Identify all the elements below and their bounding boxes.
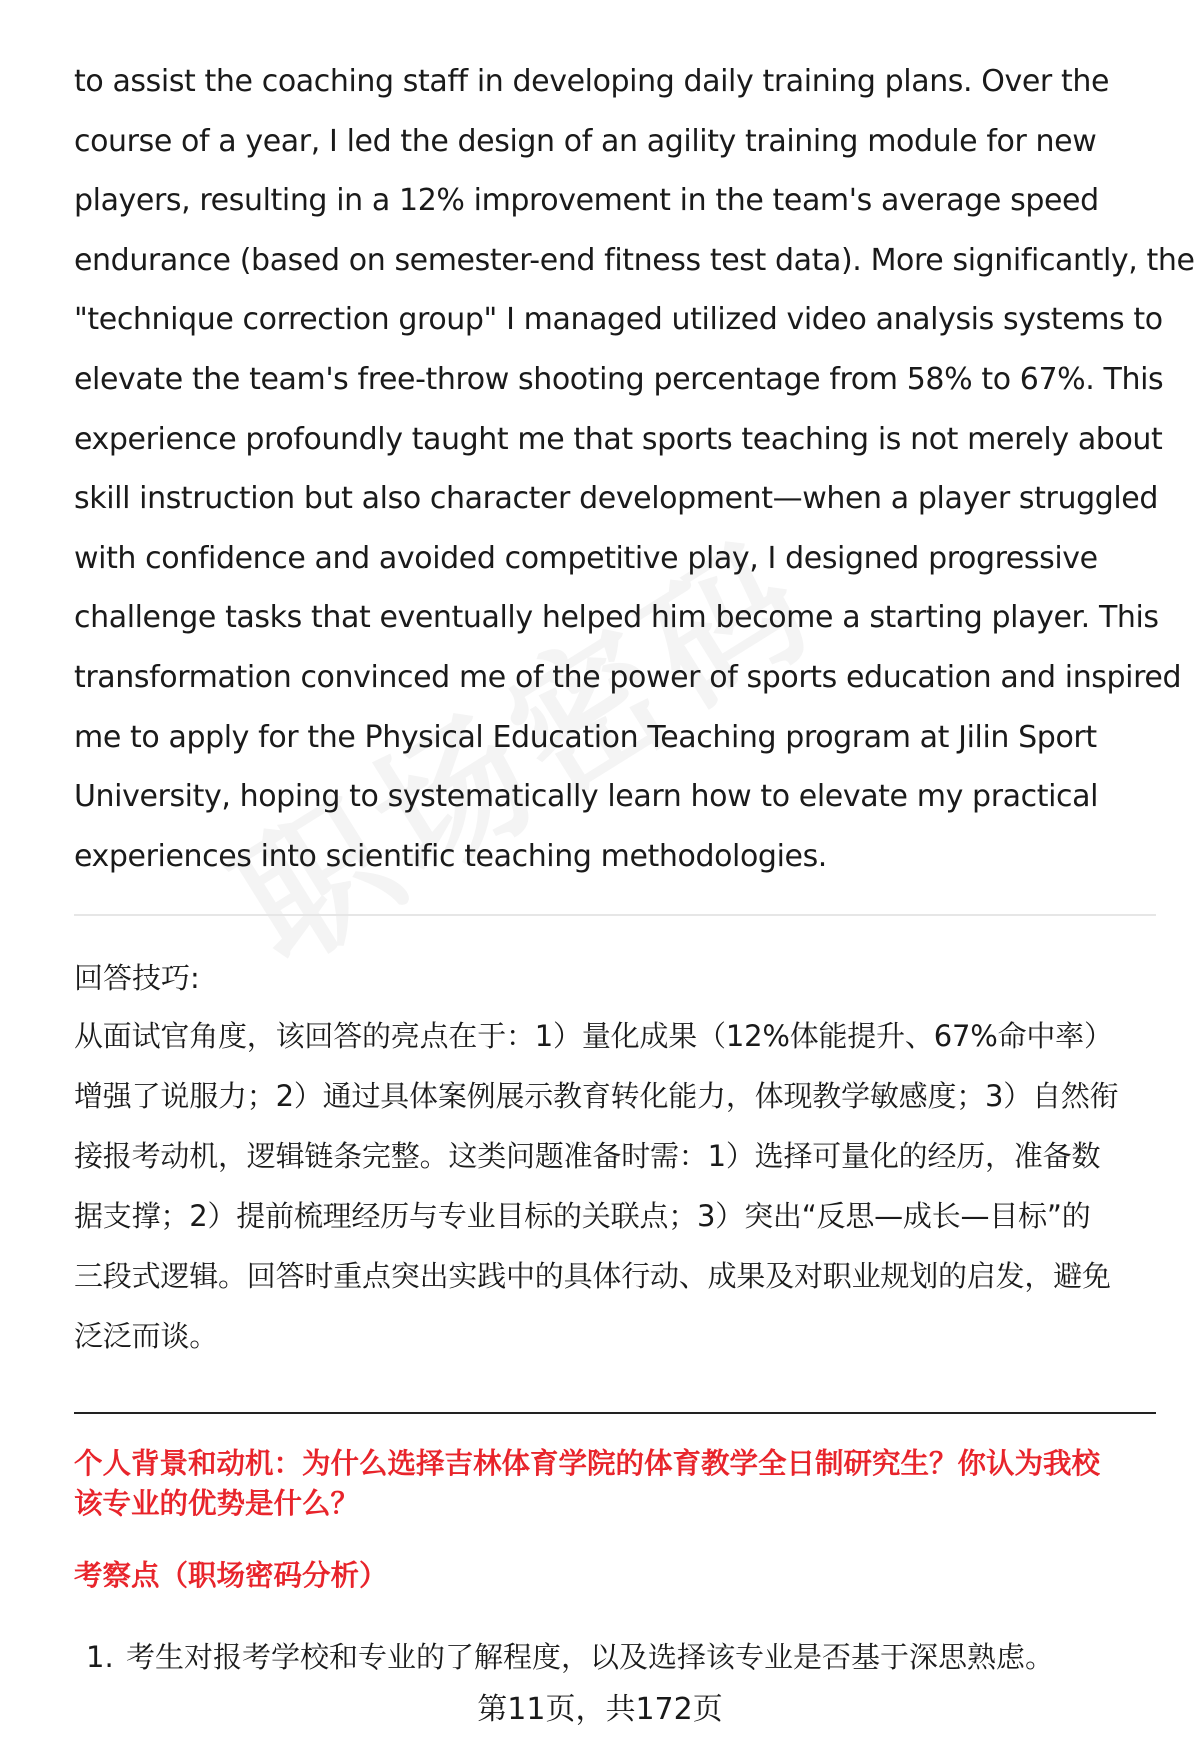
answer-line: players, resulting in a 12% improvement in the team's average speed: [74, 183, 1099, 219]
answer-line: experiences into scientific teaching methodologies.: [74, 838, 827, 874]
list-item-text: 考生对报考学校和专业的了解程度，以及选择该专业是否基于深思熟虑。: [126, 1640, 1055, 1674]
assessment-subheading: 考察点（职场密码分析）: [74, 1559, 388, 1592]
page-footer: 第11页，共172页: [477, 1692, 723, 1727]
answer-line: challenge tasks that eventually helped him become a starting player. This: [74, 600, 1159, 636]
question-line: 该专业的优势是什么？: [74, 1487, 360, 1520]
list-item: [86, 1637, 1166, 1677]
question-line: 个人背景和动机：为什么选择吉林体育学院的体育教学全日制研究生？你认为我校: [74, 1447, 1101, 1480]
tips-line: 增强了说服力；2）通过具体案例展示教育转化能力，体现教学敏感度；3）自然衔: [74, 1079, 1119, 1113]
question-heading: [74, 1444, 1164, 1524]
answer-line: "technique correction group" I managed utilized video analysis systems to: [74, 302, 1163, 338]
tips-line: 据支撑；2）提前梳理经历与专业目标的关联点；3）突出“反思—成长—目标”的: [74, 1199, 1091, 1233]
list-item-number: 1.: [86, 1640, 114, 1674]
tips-line: 三段式逻辑。回答时重点突出实践中的具体行动、成果及对职业规划的启发，避免: [74, 1259, 1111, 1293]
tips-paragraph: [74, 1006, 1164, 1366]
answer-line: me to apply for the Physical Education Teaching program at Jilin Sport: [74, 719, 1097, 755]
answer-line: course of a year, I led the design of an agility training module for new: [74, 123, 1097, 159]
section-divider: [74, 914, 1156, 916]
answer-line: University, hoping to systematically learn how to elevate my practical: [74, 779, 1099, 815]
answer-line: experience profoundly taught me that sports teaching is not merely about: [74, 421, 1163, 457]
tips-line: 泛泛而谈。: [74, 1319, 219, 1353]
answer-line: endurance (based on semester-end fitness test data). More significantly, the: [74, 242, 1195, 278]
answer-line: skill instruction but also character development—when a player struggled: [74, 481, 1158, 517]
tips-line: 从面试官角度，该回答的亮点在于：1）量化成果（12%体能提升、67%命中率）: [74, 1019, 1113, 1053]
tips-line: 接报考动机，逻辑链条完整。这类问题准备时需：1）选择可量化的经历，准备数: [74, 1139, 1101, 1173]
answer-line: with confidence and avoided competitive play, I designed progressive: [74, 540, 1098, 576]
tips-label: 回答技巧:: [74, 961, 200, 995]
answer-line: elevate the team's free-throw shooting percentage from 58% to 67%. This: [74, 361, 1164, 397]
answer-paragraph: [74, 52, 1195, 886]
answer-line: to assist the coaching staff in developing daily training plans. Over the: [74, 64, 1110, 99]
answer-line: transformation convinced me of the power of sports education and inspired: [74, 659, 1182, 695]
question-divider: [74, 1412, 1156, 1414]
